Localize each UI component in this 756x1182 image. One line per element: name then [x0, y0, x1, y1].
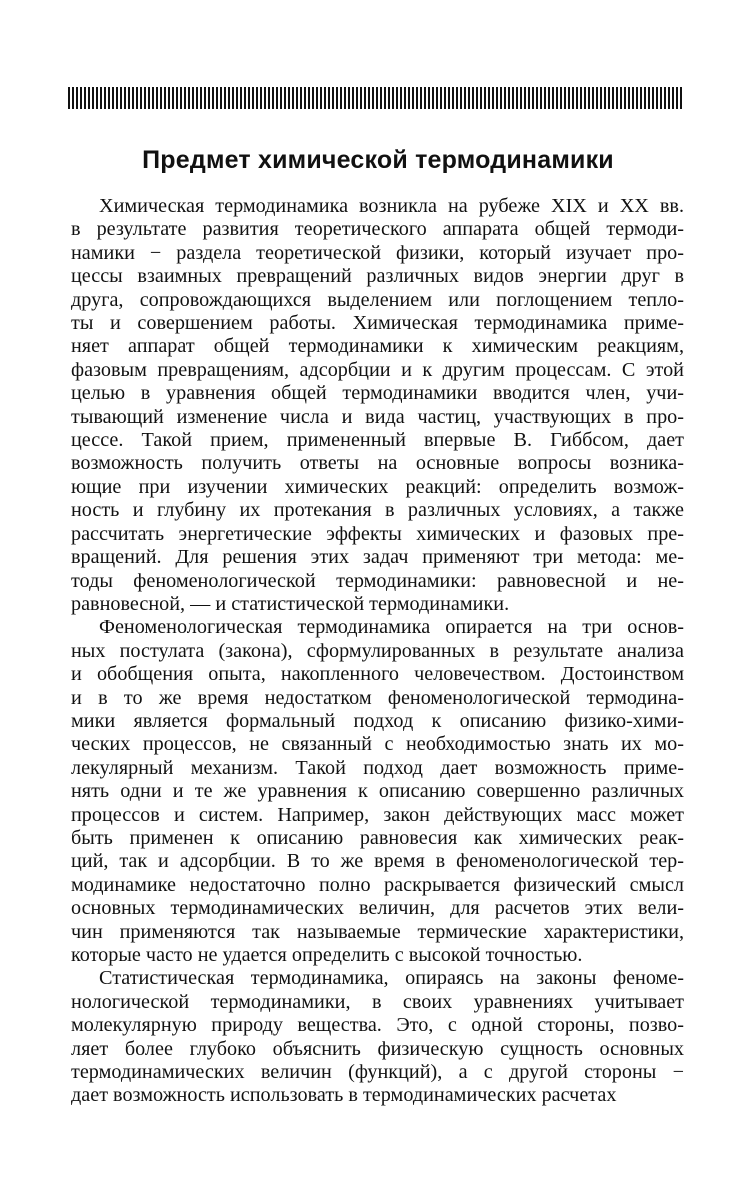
text-line: фазовым превращениям, адсорбции и к другим процессам. С этой: [71, 358, 684, 381]
decorative-hatch-rule: [68, 87, 684, 109]
text-line: намики − раздела теоретической физики, который изучает про-: [71, 241, 684, 264]
text-line: ляет более глубоко объяснить физическую сущность основных: [71, 1037, 684, 1060]
text-line: возможность получить ответы на основные вопросы возника-: [71, 452, 684, 475]
text-line: Феноменологическая термодинамика опирается на три основ-: [99, 616, 684, 639]
text-line: ческих процессов, не связанный с необходимостью знать их мо-: [71, 733, 684, 756]
text-line: рассчитать энергетические эффекты химических и фазовых пре-: [71, 522, 684, 545]
text-line: цессе. Такой прием, примененный впервые В. Гиббсом, дает: [71, 429, 684, 452]
text-line: цессы взаимных превращений различных видов энергии друг в: [71, 265, 684, 288]
text-line: мики является формальный подход к описанию физико-хими-: [71, 709, 684, 732]
text-line: няет аппарат общей термодинамики к химическим реакциям,: [71, 335, 684, 358]
text-line: ных постулата (закона), сформулированных в результате анализа: [71, 639, 684, 662]
paragraph: [71, 967, 684, 1107]
text-line: тывающий изменение числа и вида частиц, участвующих в про-: [71, 405, 684, 428]
text-line: и обобщения опыта, накопленного человечеством. Достоинством: [71, 663, 684, 686]
text-line: ты и совершением работы. Химическая термодинамика приме-: [71, 312, 684, 335]
text-line: ций, так и адсорбции. В то же время в феноменологической тер-: [71, 850, 684, 873]
text-line: лекулярный механизм. Такой подход дает возможность приме-: [71, 756, 684, 779]
text-line: модинамике недостаточно полно раскрывается физический смысл: [71, 873, 684, 896]
paragraph: [71, 195, 684, 616]
text-line: чин применяются так называемые термические характеристики,: [71, 920, 684, 943]
text-line: равновесной, — и статистической термодинамики.: [71, 592, 510, 615]
section-title: Предмет химической термодинамики: [142, 146, 614, 174]
text-line: друга, сопровождающихся выделением или поглощением тепло-: [71, 288, 684, 311]
text-line: Химическая термодинамика возникла на рубеже XIX и XX вв.: [99, 195, 684, 217]
text-line: которые часто не удается определить с высокой точностью.: [71, 944, 583, 966]
paragraph: [71, 616, 684, 967]
text-line: основных термодинамических величин, для расчетов этих вели-: [71, 897, 684, 920]
text-line: процессов и систем. Например, закон действующих масс может: [71, 803, 684, 826]
text-line: в результате развития теоретического аппарата общей термоди-: [71, 218, 684, 241]
text-line: быть применен к описанию равновесия как химических реак-: [71, 826, 684, 849]
text-line: нологической термодинамики, в своих уравнениях учитывает: [71, 990, 684, 1013]
text-line: целью в уравнения общей термодинамики вводится член, учи-: [71, 382, 684, 405]
text-line: ющие при изучении химических реакций: определить возмож-: [71, 475, 684, 498]
text-line: молекулярную природу вещества. Это, с одной стороны, позво-: [71, 1014, 684, 1037]
text-line: и в то же время недостатком феноменологической термодина-: [71, 686, 684, 709]
text-line: ность и глубину их протекания в различных условиях, а также: [71, 499, 684, 522]
text-line: дает возможность использовать в термодинамических расчетах: [71, 1084, 617, 1107]
text-line: вращений. Для решения этих задач применяют три метода: ме-: [71, 546, 684, 569]
text-line: Статистическая термодинамика, опираясь на законы феноме-: [99, 967, 684, 990]
text-line: тоды феноменологической термодинамики: равновесной и не-: [71, 569, 684, 592]
text-line: нять одни и те же уравнения к описанию совершенно различных: [71, 780, 684, 803]
body-text: [71, 195, 684, 1108]
text-line: термодинамических величин (функций), а с другой стороны −: [71, 1061, 684, 1084]
